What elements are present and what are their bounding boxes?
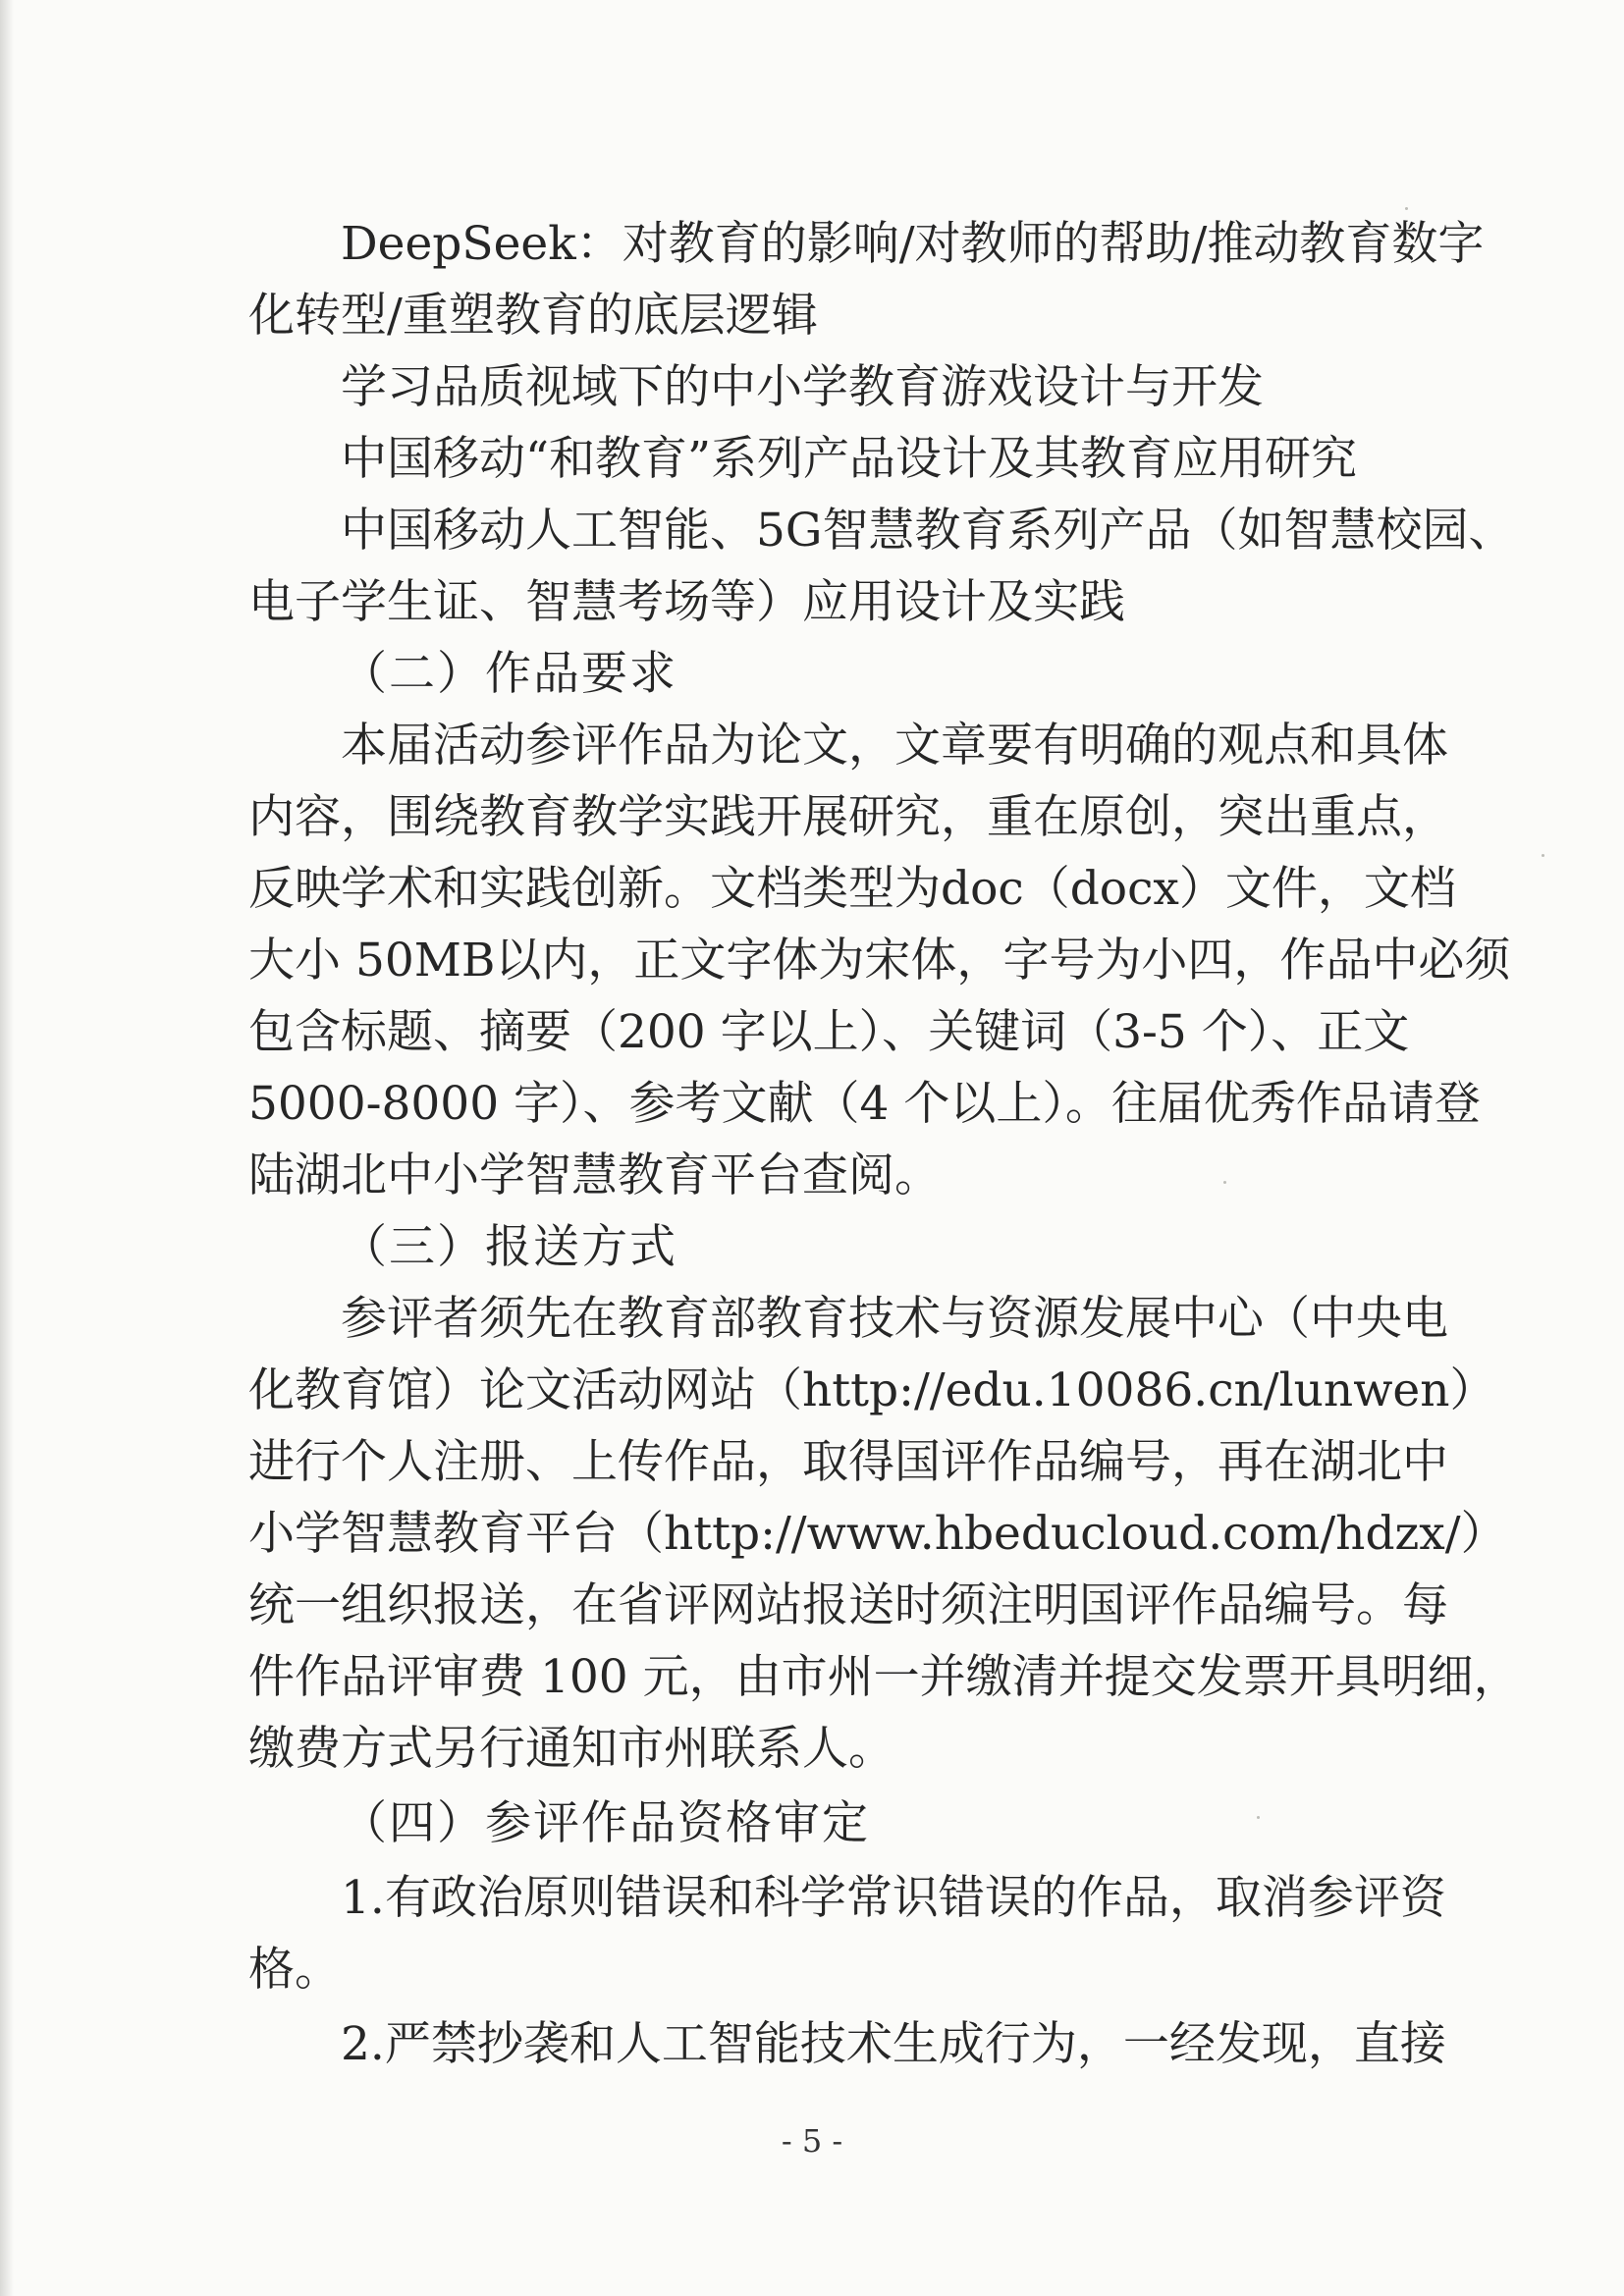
paragraph-line: 进行个人注册、上传作品，取得国评作品编号，再在湖北中 <box>248 1435 1448 1489</box>
paragraph-line: 件作品评审费 100 元，由市州一并缴清并提交发票开具明细， <box>248 1650 1520 1704</box>
paragraph-line-url-hbeducloud: 小学智慧教育平台（http://www.hbeducloud.com/hdzx/） <box>248 1507 1507 1561</box>
rule-item-1: 1.有政治原则错误和科学常识错误的作品，取消参评资 <box>341 1871 1446 1925</box>
scan-edge <box>0 0 14 2296</box>
paragraph-line: 统一组织报送，在省评网站报送时须注明国评作品编号。每 <box>248 1578 1448 1632</box>
paragraph-line: 反映学术和实践创新。文档类型为doc（docx）文件，文档 <box>248 862 1456 916</box>
paragraph-line: 陆湖北中小学智慧教育平台查阅。 <box>248 1148 941 1202</box>
section-heading-submission: （三）报送方式 <box>341 1220 677 1274</box>
paragraph-line: 内容，围绕教育教学实践开展研究，重在原创，突出重点， <box>248 790 1448 844</box>
rule-item-1-cont: 格。 <box>248 1943 341 1997</box>
paragraph-line: 参评者须先在教育部教育技术与资源发展中心（中央电 <box>341 1292 1448 1346</box>
rule-item-2: 2.严禁抄袭和人工智能技术生成行为，一经发现，直接 <box>341 2017 1446 2071</box>
topic-line-deepseek-cont: 化转型/重塑教育的底层逻辑 <box>248 289 818 343</box>
paragraph-line: 本届活动参评作品为论文，文章要有明确的观点和具体 <box>341 719 1448 773</box>
topic-line-deepseek: DeepSeek：对教育的影响/对教师的帮助/推动教育数字 <box>341 217 1485 271</box>
paragraph-line-url-lunwen: 化教育馆）论文活动网站（http://edu.10086.cn/lunwen） <box>248 1363 1496 1417</box>
section-heading-qualification: （四）参评作品资格审定 <box>341 1796 870 1850</box>
paragraph-line: 包含标题、摘要（200 字以上）、关键词（3-5 个）、正文 <box>248 1005 1410 1059</box>
topic-line-game-design: 学习品质视域下的中小学教育游戏设计与开发 <box>341 360 1264 414</box>
topic-line-ai-5g: 中国移动人工智能、5G智慧教育系列产品（如智慧校园、 <box>341 504 1515 558</box>
topic-line-ai-5g-cont: 电子学生证、智慧考场等）应用设计及实践 <box>248 575 1125 629</box>
paragraph-line: 缴费方式另行通知市州联系人。 <box>248 1722 894 1776</box>
scan-speck <box>1405 207 1408 210</box>
scan-speck <box>1542 854 1544 857</box>
document-body <box>248 208 1520 2080</box>
paragraph-line: 大小 50MB以内，正文字体为宋体，字号为小四，作品中必须 <box>248 934 1511 988</box>
paragraph-line: 5000-8000 字）、参考文献（4 个以上）。往届优秀作品请登 <box>248 1077 1481 1131</box>
scan-speck <box>1223 1181 1226 1184</box>
topic-line-china-mobile-education: 中国移动“和教育”系列产品设计及其教育应用研究 <box>341 432 1358 486</box>
section-heading-requirements: （二）作品要求 <box>341 647 677 701</box>
scan-speck <box>1257 1816 1260 1819</box>
page-number: - 5 - <box>781 2122 843 2160</box>
